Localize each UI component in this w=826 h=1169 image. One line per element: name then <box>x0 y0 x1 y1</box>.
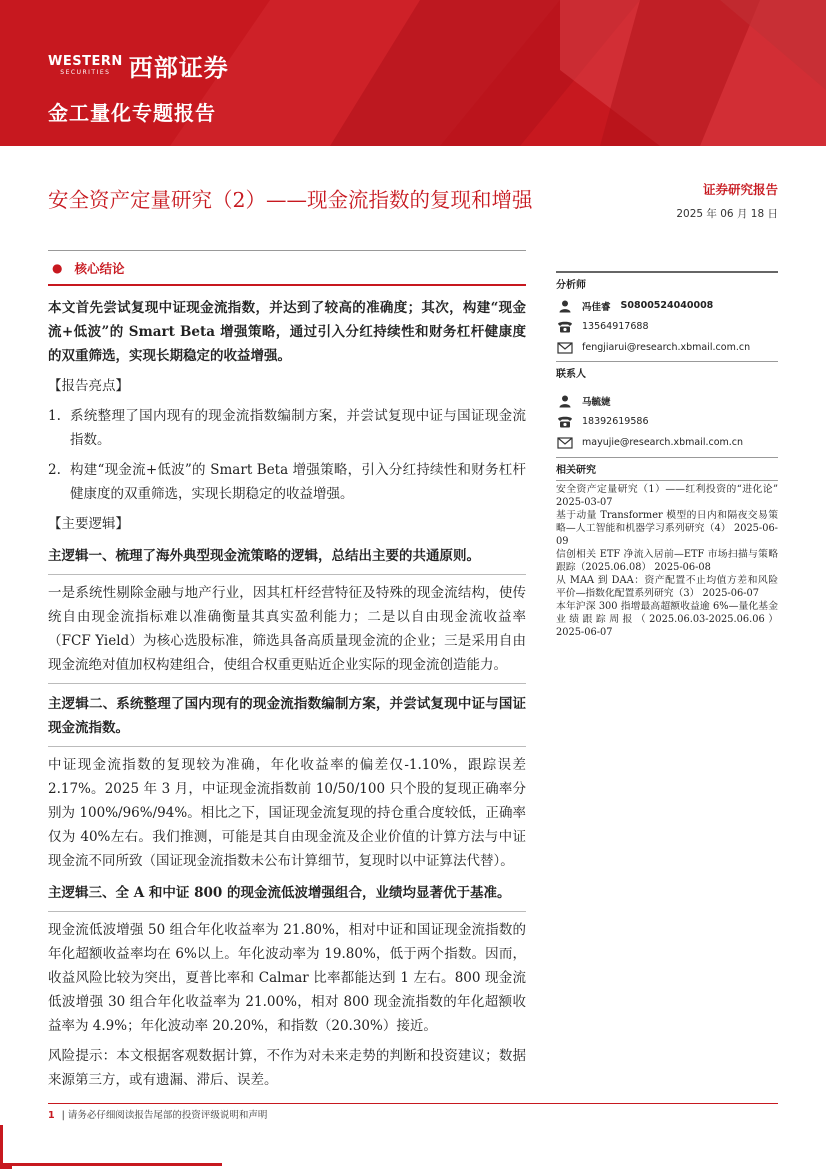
logic-2-title: 主逻辑二、系统整理了国内现有的现金流指数编制方案，并尝试复现中证与国证现金流指数。 <box>48 696 526 736</box>
report-date: 2025 年 06 月 18 日 <box>676 208 778 220</box>
page-number: 1 <box>48 1110 55 1121</box>
divider <box>48 683 526 684</box>
logic-1-title: 主逻辑一、梳理了海外典型现金流策略的逻辑，总结出主要的共通原则。 <box>48 548 480 564</box>
related-item[interactable]: 本年沪深 300 指增最高超额收益逾 6%—量化基金业绩跟踪周报（2025.06.03-2025.06.06） 2025-06-07 <box>556 601 778 638</box>
contact-name-row: 马毓婕 <box>556 390 778 411</box>
phone-icon <box>556 414 574 430</box>
contact-heading: 联系人 <box>556 369 586 380</box>
section-heading: 核心结论 <box>74 260 125 276</box>
logic-3-text: 现金流低波增强 50 组合年化收益率为 21.80%，相对中证和国证现金流指数的年化超额收益率均在 6%以上。年化波动率为 19.80%，低于两个指数。因而，收益风险比较为突出，夏普比率和 Calmar 比率都能达到 1 左右。800 现金流低波增强 30 组合年化收益率为 21.00%，相对 800 现金流指数的年化超额收益率为 4.9%；年化波动率 20.20%，和指数（20.30%）接近。 <box>48 922 526 1034</box>
summary-paragraph: 本文首先尝试复现中证现金流指数，并达到了较高的准确度；其次，构建“现金流+低波”的 Smart Beta 增强策略，通过引入分红持续性和财务杠杆健康度的双重筛选，实现长期稳定的收益增强。 <box>48 300 526 364</box>
footer-separator: | <box>61 1110 65 1121</box>
list-item: 1. 系统整理了国内现有的现金流指数编制方案，并尝试复现中证与国证现金流指数。 <box>48 408 526 448</box>
footer-divider <box>48 1103 778 1104</box>
report-label: 证券研究报告 <box>702 182 778 197</box>
divider <box>556 480 778 481</box>
email-icon <box>556 340 574 356</box>
related-research-list <box>556 483 778 639</box>
divider <box>48 574 526 575</box>
highlights-heading: 【报告亮点】 <box>48 378 129 394</box>
section-header <box>48 251 526 284</box>
person-icon <box>556 298 574 314</box>
logo-chinese: 西部证券 <box>128 54 229 82</box>
person-icon <box>556 393 574 409</box>
contact-phone-row: 18392619586 <box>556 411 778 432</box>
related-item[interactable]: 安全资产定量研究（1）——红利投资的“进化论” 2025-03-07 <box>556 484 778 508</box>
divider <box>48 911 526 912</box>
sidebar <box>556 271 778 639</box>
related-item[interactable]: 从 MAA 到 DAA：资产配置不止均值方差和风险平价—指数化配置系列研究（3） 2025-06-07 <box>556 575 778 599</box>
email-icon <box>556 435 574 451</box>
bullet-icon: ● <box>52 260 63 275</box>
risk-warning: 风险提示：本文根据客观数据计算，不作为对未来走势的判断和投资建议；数据来源第三方，或有遗漏、滞后、误差。 <box>48 1048 526 1088</box>
logic-1-text: 一是系统性剔除金融与地产行业，因其杠杆经营特征及特殊的现金流结构，使传统自由现金流指标难以准确衡量其真实盈利能力；二是以自由现金流收益率（FCF Yield）为核心选股标准，筛选具备高质量现金流的企业；三是采用自由现金流绝对值加权构建组合，使组合权重更贴近企业实际的现金流创造能力。 <box>48 585 526 673</box>
logic-3-title: 主逻辑三、全 A 和中证 800 的现金流低波增强组合，业绩均显著优于基准。 <box>48 885 511 901</box>
analyst-phone-row: 13564917688 <box>556 316 778 337</box>
footer <box>48 1107 267 1121</box>
analyst-name-row: 冯佳睿 S0800524040008 <box>556 295 778 316</box>
logic-2-text: 中证现金流指数的复现较为准确，年化收益率的偏差仅-1.10%，跟踪误差2.17%。2025 年 3 月，中证现金流指数前 10/50/100 只个股的复现正确率分别为 100%/96%/94%。相比之下，国证现金流复现的持仓重合度较低，正确率仅为 40%左右。我们推测，可能是其自由现金流及企业价值的计算方法与中证现金流不同所致（国证现金流指数未公布计算细节，复现时以中证算法代替）。 <box>48 757 526 869</box>
logo-english: WESTERN SECURITIES <box>48 53 123 76</box>
logic-heading: 【主要逻辑】 <box>48 516 129 532</box>
footer-disclaimer: 请务必仔细阅读报告尾部的投资评级说明和声明 <box>67 1110 268 1121</box>
company-logo <box>48 48 229 83</box>
related-item[interactable]: 基于动量 Transformer 模型的日内和隔夜交易策略—人工智能和机器学习系列研究（4） 2025-06-09 <box>556 510 778 547</box>
corner-bar-decoration <box>0 1163 222 1166</box>
report-type: 金工量化专题报告 <box>48 101 216 125</box>
header-banner <box>0 0 826 146</box>
page-title: 安全资产定量研究（2）——现金流指数的复现和增强 <box>48 188 533 212</box>
analyst-heading: 分析师 <box>556 280 586 291</box>
related-item[interactable]: 信创相关 ETF 净流入居前—ETF 市场扫描与策略跟踪（2025.06.08） 2025-06-08 <box>556 549 778 573</box>
divider <box>48 284 526 286</box>
divider <box>48 746 526 747</box>
list-item: 2. 构建“现金流+低波”的 Smart Beta 增强策略，引入分红持续性和财务杠杆健康度的双重筛选，实现长期稳定的收益增强。 <box>48 462 526 502</box>
related-heading: 相关研究 <box>556 465 596 476</box>
analyst-email-row[interactable]: fengjiarui@research.xbmail.com.cn <box>556 337 778 358</box>
contact-email-row[interactable]: mayujie@research.xbmail.com.cn <box>556 432 778 453</box>
phone-icon <box>556 319 574 335</box>
main-content <box>48 250 526 1092</box>
